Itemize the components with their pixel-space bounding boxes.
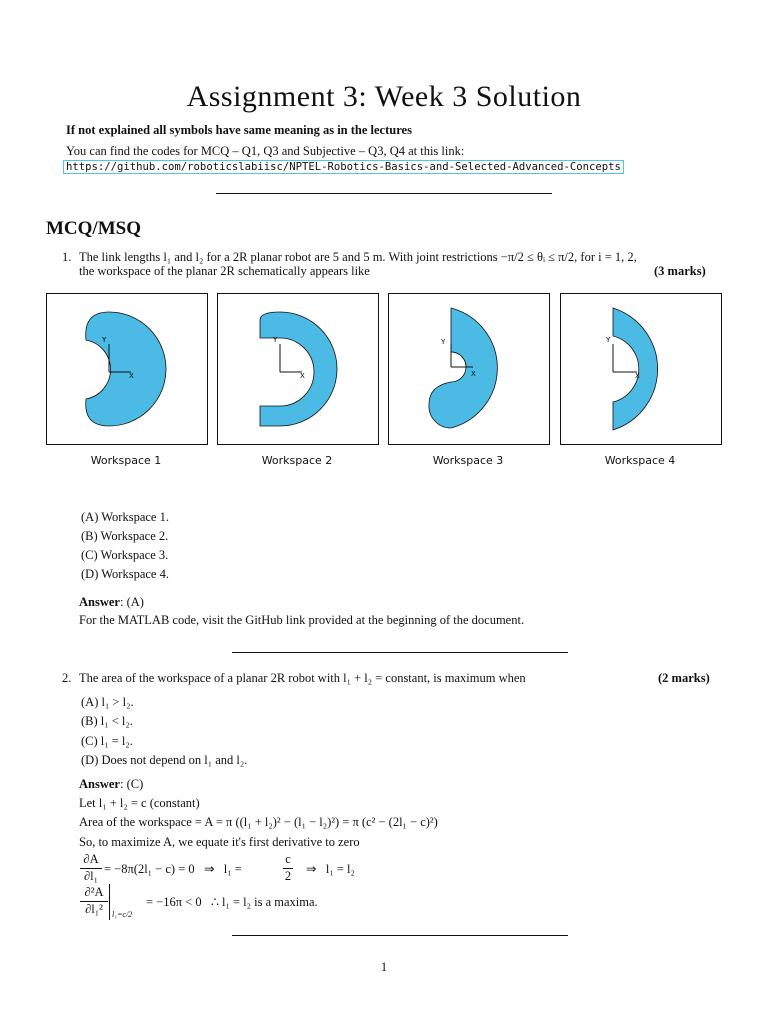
page-number: 1 — [380, 960, 388, 974]
derivative-2-equation: = −16π < 0 ∴ l₁ = l₂ is a maxima. — [146, 895, 318, 909]
workspace-figure-1 — [46, 293, 208, 445]
q1-note: For the MATLAB code, visit the GitHub link provided at the beginning of the document. — [79, 613, 525, 627]
derivative-1-result: ⇒ l₁ = l₂ — [306, 862, 355, 876]
q1-option-a: (A) Workspace 1. — [81, 510, 169, 524]
subtitle: If not explained all symbols have same meaning as in the lectures — [66, 123, 412, 137]
page-title: Assignment 3: Week 3 Solution — [186, 80, 582, 113]
q2-option-c: (C) l₁ = l₂. — [81, 734, 133, 748]
q2-text: The area of the workspace of a planar 2R robot with l₁ + l₂ = constant, is maximum when — [79, 671, 526, 685]
evaluation-point: l₁=c/2 — [112, 910, 133, 919]
y-axis-label: Y — [606, 336, 611, 344]
q2-option-a: (A) l₁ > l₂. — [81, 695, 134, 709]
derivative-1-equation: = −8π(2l₁ − c) = 0 ⇒ l₁ = — [104, 862, 242, 876]
q1-number: 1. — [62, 250, 72, 264]
x-axis-label: X — [471, 370, 476, 378]
intro-text: You can find the codes for MCQ – Q1, Q3 and Subjective – Q3, Q4 at this link: — [66, 144, 465, 158]
answer-label: Answer — [79, 777, 120, 791]
q1-text-line2: the workspace of the planar 2R schematically appears like — [79, 264, 370, 278]
workspace-1-caption: Workspace 1 — [90, 454, 162, 467]
y-axis-label: Y — [102, 336, 107, 344]
q1-text-line1: The link lengths l₁ and l₂ for a 2R planar robot are 5 and 5 m. With joint restrictions −π/2 ≤ θᵢ ≤ π/2, for i = 1, 2, — [79, 250, 637, 264]
x-axis-label: X — [635, 372, 640, 380]
workspace-2-caption: Workspace 2 — [261, 454, 333, 467]
y-axis-label: Y — [441, 338, 446, 346]
workspace-4-shape — [561, 294, 721, 444]
y-axis-label: Y — [273, 336, 278, 344]
q2-solution-line1: Let l₁ + l₂ = c (constant) — [79, 796, 200, 810]
derivative-2-numerator: ∂²A — [84, 885, 104, 899]
q2-number: 2. — [62, 671, 72, 685]
x-axis-label: X — [129, 372, 134, 380]
half-c-numerator: c — [285, 852, 291, 866]
q2-solution-line2: Area of the workspace = A = π ((l₁ + l₂)² − (l₁ − l₂)²) = π (c² − (2l₁ − c)²) — [79, 815, 438, 829]
x-axis-label: X — [300, 372, 305, 380]
answer-value: : (A) — [119, 595, 144, 609]
derivative-1-denominator: ∂l₁ — [83, 869, 98, 883]
half-c-denominator: 2 — [284, 869, 292, 883]
workspace-4-caption: Workspace 4 — [604, 454, 676, 467]
q1-option-c: (C) Workspace 3. — [81, 548, 169, 562]
workspace-figure-4 — [560, 293, 722, 445]
evaluation-bar — [109, 884, 110, 920]
divider — [232, 935, 568, 936]
workspace-1-shape — [47, 294, 207, 444]
q1-option-b: (B) Workspace 2. — [81, 529, 169, 543]
answer-label: Answer — [79, 595, 120, 609]
q2-answer — [79, 777, 143, 792]
q2-solution-line3: So, to maximize A, we equate it's first derivative to zero — [79, 835, 360, 849]
derivative-2-denominator: ∂l₁² — [85, 902, 103, 916]
q2-option-d: (D) Does not depend on l₁ and l₂. — [81, 753, 248, 767]
derivative-1-numerator: ∂A — [83, 852, 99, 866]
answer-value: : (C) — [119, 777, 144, 791]
q1-option-d: (D) Workspace 4. — [81, 567, 169, 581]
github-link[interactable]: https://github.com/roboticslabiisc/NPTEL-Robotics-Basics-and-Selected-Advanced-Concepts — [63, 160, 624, 174]
q2-marks: (2 marks) — [658, 671, 710, 685]
section-heading: MCQ/MSQ — [46, 218, 141, 239]
workspace-3-caption: Workspace 3 — [432, 454, 504, 467]
divider — [232, 652, 568, 653]
q1-answer — [79, 595, 144, 610]
q1-marks: (3 marks) — [654, 264, 706, 278]
workspace-figure-3 — [388, 293, 550, 445]
divider — [216, 193, 552, 194]
q2-option-b: (B) l₁ < l₂. — [81, 714, 133, 728]
workspace-2-shape — [218, 294, 378, 444]
workspace-3-shape — [389, 294, 549, 444]
workspace-figure-2 — [217, 293, 379, 445]
